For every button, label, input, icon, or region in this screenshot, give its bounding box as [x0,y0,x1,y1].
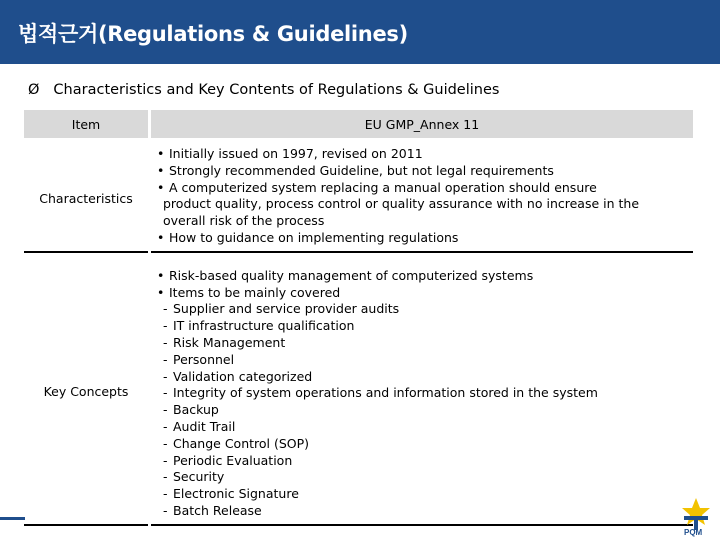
sub-list-item-text: Electronic Signature [173,486,299,502]
row-label-key-concepts: Key Concepts [24,260,148,525]
sub-list-item-text: Personnel [173,351,235,367]
table-spacer [24,252,693,260]
list-item [157,230,689,247]
table-spacer [24,138,693,146]
list-item [157,146,689,163]
list-item-text: Strongly recommended Guideline, but not legal requirements [169,162,554,178]
sub-list-item [157,436,689,453]
list-item-text: A computerized system replacing a manual operation should ensure [169,179,597,195]
sub-list-item [157,335,689,352]
list-item-text: How to guidance on implementing regulations [169,229,459,245]
sub-list-item [157,385,689,402]
sub-list-item-text: Backup [173,402,219,418]
list-item-text: Initially issued on 1997, revised on 2011 [169,146,423,161]
section-heading [28,82,499,98]
dash-icon: - [163,452,168,468]
sub-list-item [157,402,689,419]
sub-list-item [157,503,689,520]
bullet-icon: • [157,284,165,300]
sub-list-item [157,486,689,503]
dash-icon: - [163,368,168,384]
list-item [157,163,689,180]
sub-list-item-text: Audit Trail [173,418,236,434]
title-bar [0,0,720,64]
bullet-icon: • [157,179,165,195]
dash-icon: - [163,334,168,350]
bullet-icon: • [157,229,165,245]
footer-accent-bar [0,517,25,520]
list-item-text: Risk-based quality management of computerized systems [169,267,534,283]
list-item [157,285,689,302]
dash-icon: - [163,402,168,418]
page-title: 법적근거(Regulations & Guidelines) [18,22,408,46]
sub-list-item-text: Security [173,469,225,485]
sub-list-item-text: Integrity of system operations and information stored in the system [173,385,598,401]
sub-list-item [157,419,689,436]
bullet-icon: • [157,162,165,178]
sub-list-item-text: Risk Management [173,334,286,350]
regulations-table [24,110,693,526]
sub-list-item-text: Validation categorized [173,368,313,384]
sub-list-item [157,352,689,369]
sub-list-item-text: Supplier and service provider audits [173,301,400,317]
sub-list-item-text: Batch Release [173,502,262,518]
list-item [157,180,689,197]
sub-list-item [157,318,689,335]
dash-icon: - [163,469,168,485]
logo-text: PQM [684,528,703,537]
sub-list-item [157,469,689,486]
list-item [157,268,689,285]
dash-icon: - [163,301,168,317]
table-header-row [24,110,693,138]
column-header-eu-gmp: EU GMP_Annex 11 [151,110,693,138]
bullet-icon: • [157,146,165,161]
list-item-continuation: product quality, process control or quality assurance with no increase in the [163,196,640,212]
bullet-icon: • [157,267,165,283]
dash-icon: - [163,418,168,434]
characteristics-content [151,146,693,252]
sub-list-item [157,301,689,318]
table-row [24,260,693,525]
table-row [24,146,693,252]
list-item-continuation: overall risk of the process [163,213,325,229]
row-label-characteristics: Characteristics [24,146,148,252]
sub-list-item-text: Periodic Evaluation [173,452,293,468]
dash-icon: - [163,502,168,518]
arrow-bullet-icon: Ø [28,82,40,98]
dash-icon: - [163,486,168,502]
key-concepts-content [151,260,693,525]
sub-list-item-text: Change Control (SOP) [173,435,310,451]
dash-icon: - [163,318,168,334]
section-heading-text: Characteristics and Key Contents of Regulations & Guidelines [53,82,500,98]
sub-list-item [157,453,689,470]
dash-icon: - [163,385,168,401]
dash-icon: - [163,351,168,367]
column-header-item: Item [24,110,148,138]
sub-list-item-text: IT infrastructure qualification [173,318,355,334]
sub-list-item [157,369,689,386]
dash-icon: - [163,435,168,451]
list-item-text: Items to be mainly covered [169,284,341,300]
